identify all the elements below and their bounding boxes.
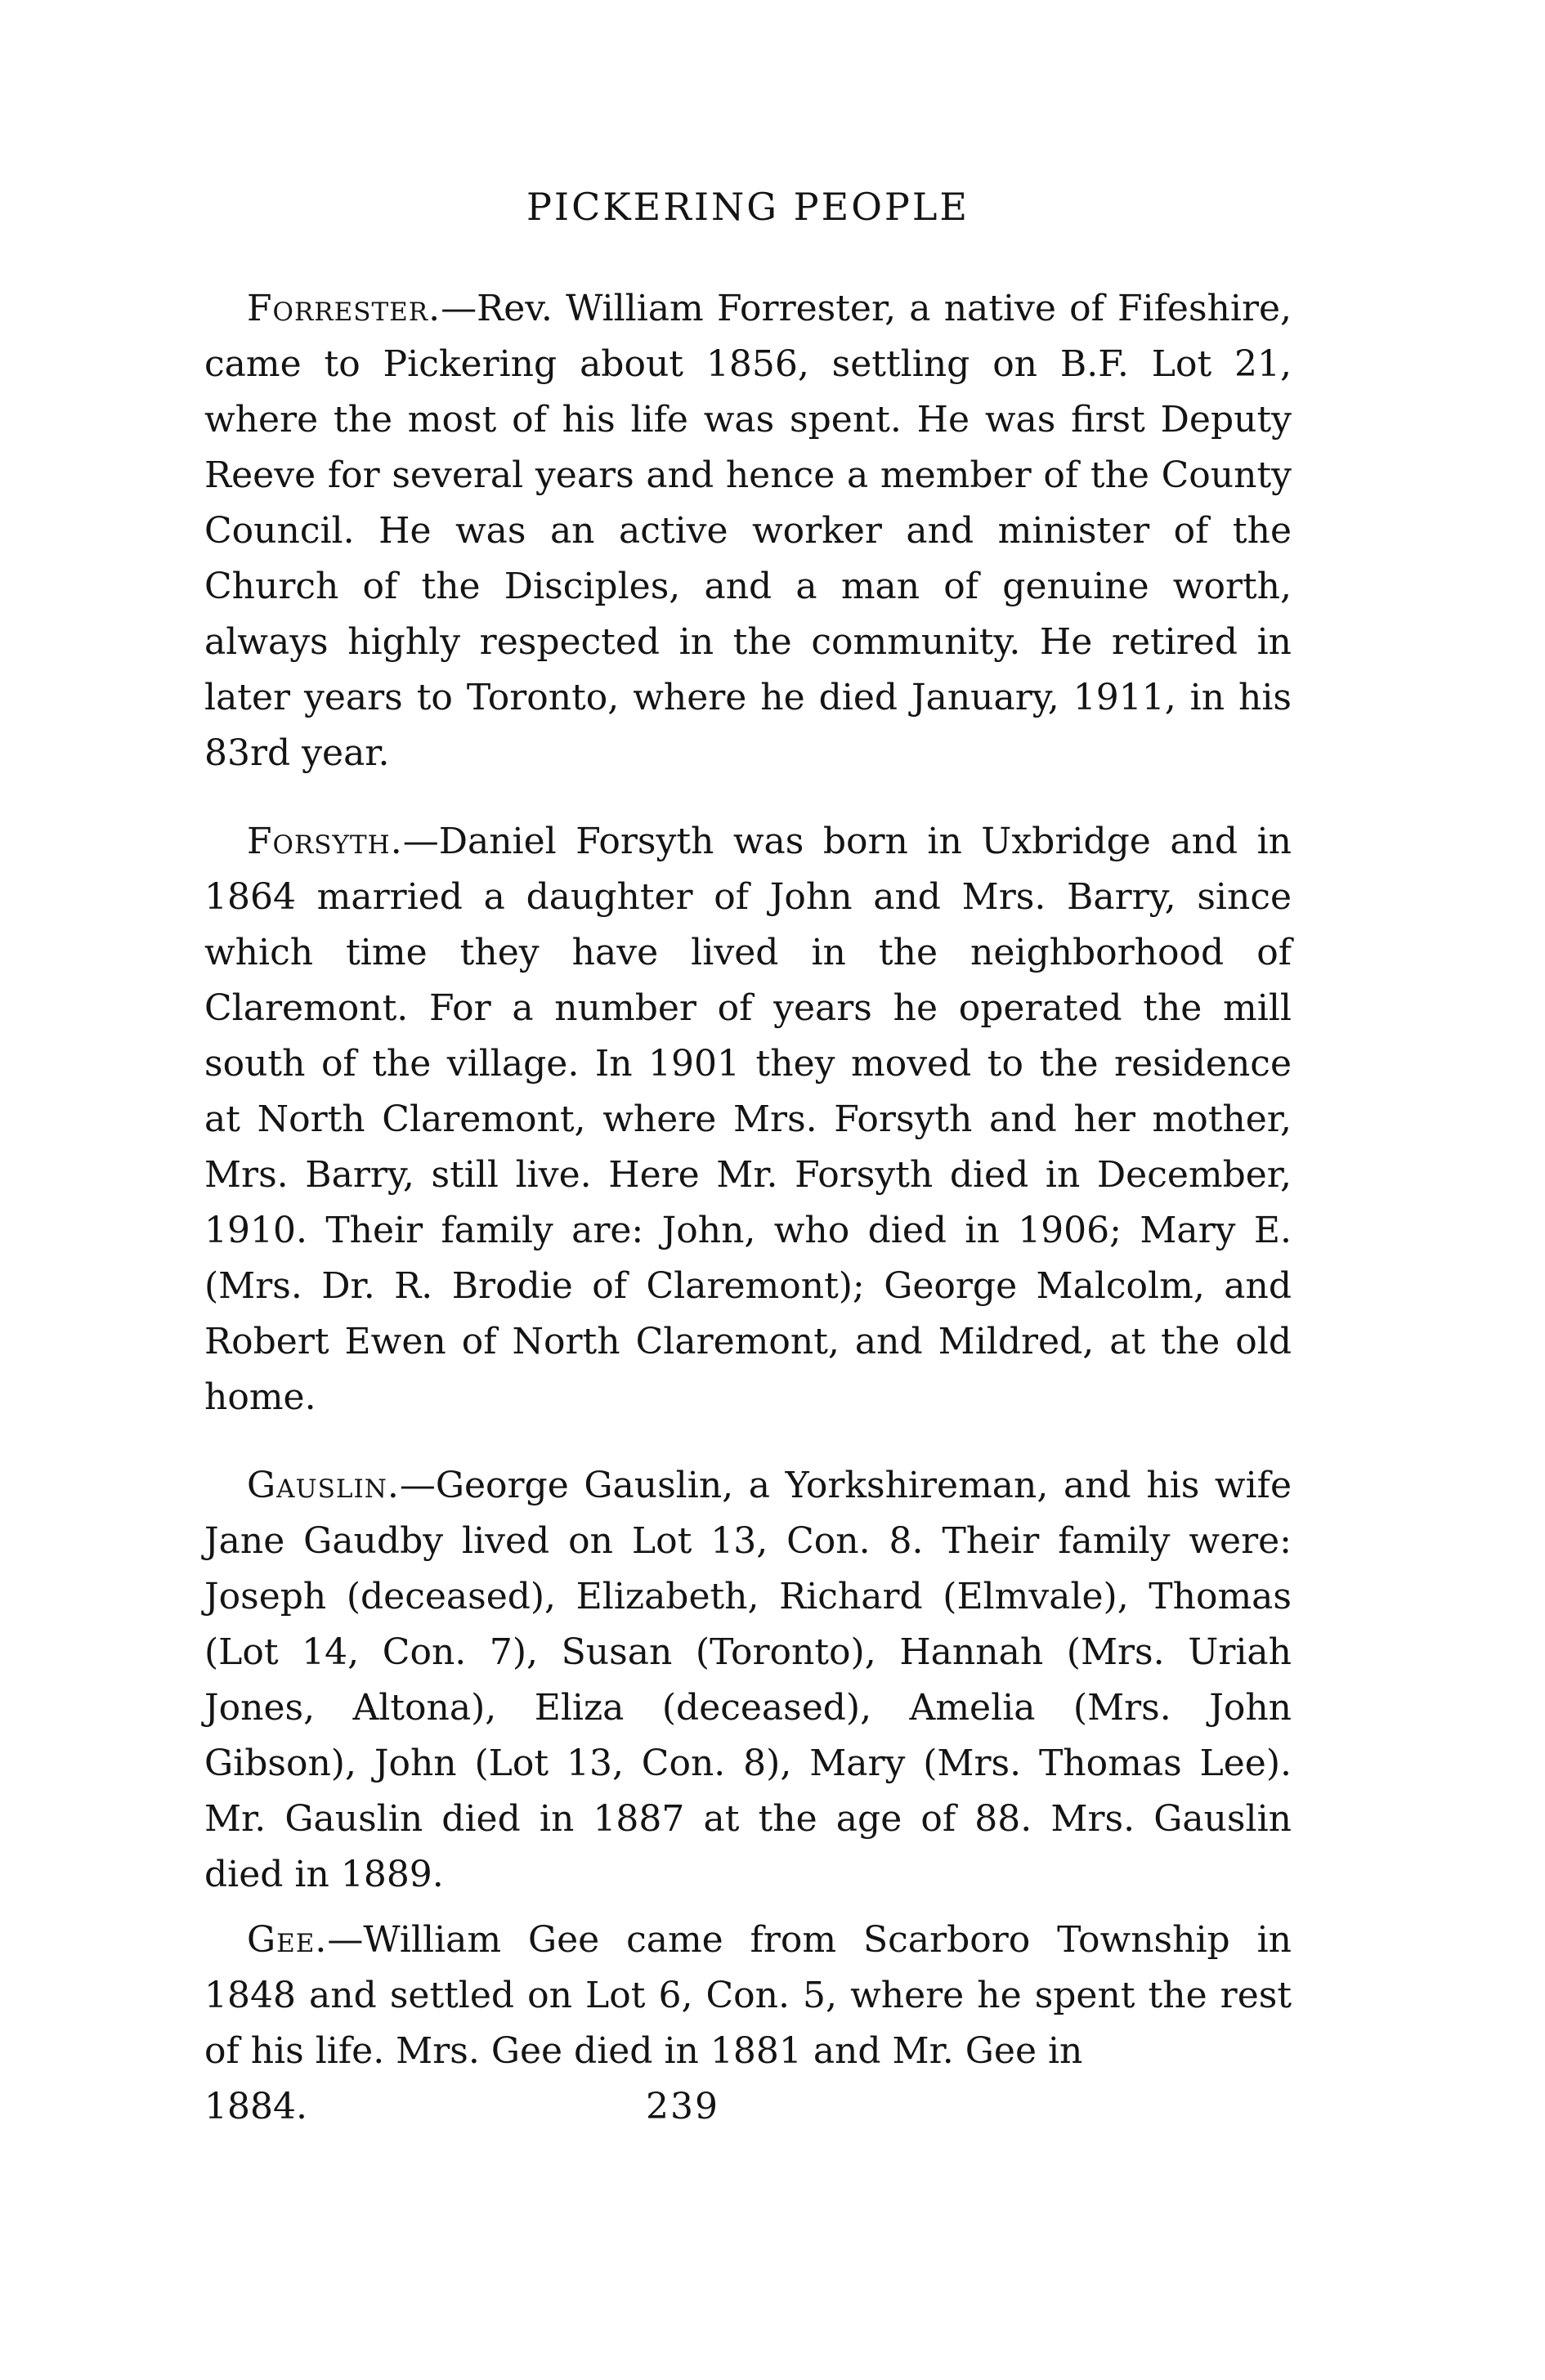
entry-body: —Daniel Forsyth was born in Uxbridge and in 1864 married a daughter of John and Mrs. Barry, since which time they have lived in the neighborhood of Claremont. For a number of years he operated the mill south of the village. In 1901 they moved to the residence at North Claremont, where Mrs. Forsyth and her mother, Mrs. Barry, still live. Here Mr. Forsyth died in December, 1910. Their family are: John, who died in 1906; Mary E. (Mrs. Dr. R. Brodie of Claremont); George Malcolm, and Robert Ewen of North Claremont, and Mildred, at the old home. [204, 821, 1292, 1418]
entry-body: —William Gee came from Scarboro Township in 1848 and settled on Lot 6, Con. 5, where he spent the rest of his life. Mrs. Gee died in 1881 and Mr. Gee in [204, 1919, 1292, 2072]
entry-forrester [204, 281, 1292, 781]
entry-continuation: 1884. [204, 2086, 307, 2127]
entry-forsyth [204, 814, 1292, 1425]
page-number: 239 [646, 2086, 719, 2127]
entry-body: —George Gauslin, a Yorkshireman, and his wife Jane Gaudby lived on Lot 13, Con. 8. Their family were: Joseph (deceased), Elizabeth, Richard (Elmvale), Thomas (Lot 14, Con. 7), Susan (Toronto), Hannah (Mrs. Uriah Jones, Altona), Eliza (deceased), Amelia (Mrs. John Gibson), John (Lot 13, Con. 8), Mary (Mrs. Thomas Lee). Mr. Gauslin died in 1887 at the age of 88. Mrs. Gauslin died in 1889. [204, 1465, 1292, 1895]
entry-gee [204, 1912, 1292, 2079]
entry-surname: Gee. [247, 1919, 328, 1961]
entry-surname: Gauslin. [247, 1465, 400, 1506]
entry-surname: Forsyth. [247, 821, 403, 862]
entry-gauslin [204, 1458, 1292, 1903]
final-line [204, 2079, 1292, 2135]
entry-surname: Forrester. [247, 288, 441, 329]
entry-body: —Rev. William Forrester, a native of Fifeshire, came to Pickering about 1856, settling on B.F. Lot 21, where the most of his life was spent. He was first Deputy Reeve for several years and hence a member of the County Council. He was an active worker and minister of the Church of the Disciples, and a man of genuine worth, always highly respected in the community. He retired in later years to Toronto, where he died January, 1911, in his 83rd year. [204, 288, 1292, 774]
book-page [204, 185, 1292, 2135]
running-head: PICKERING PEOPLE [526, 185, 970, 229]
